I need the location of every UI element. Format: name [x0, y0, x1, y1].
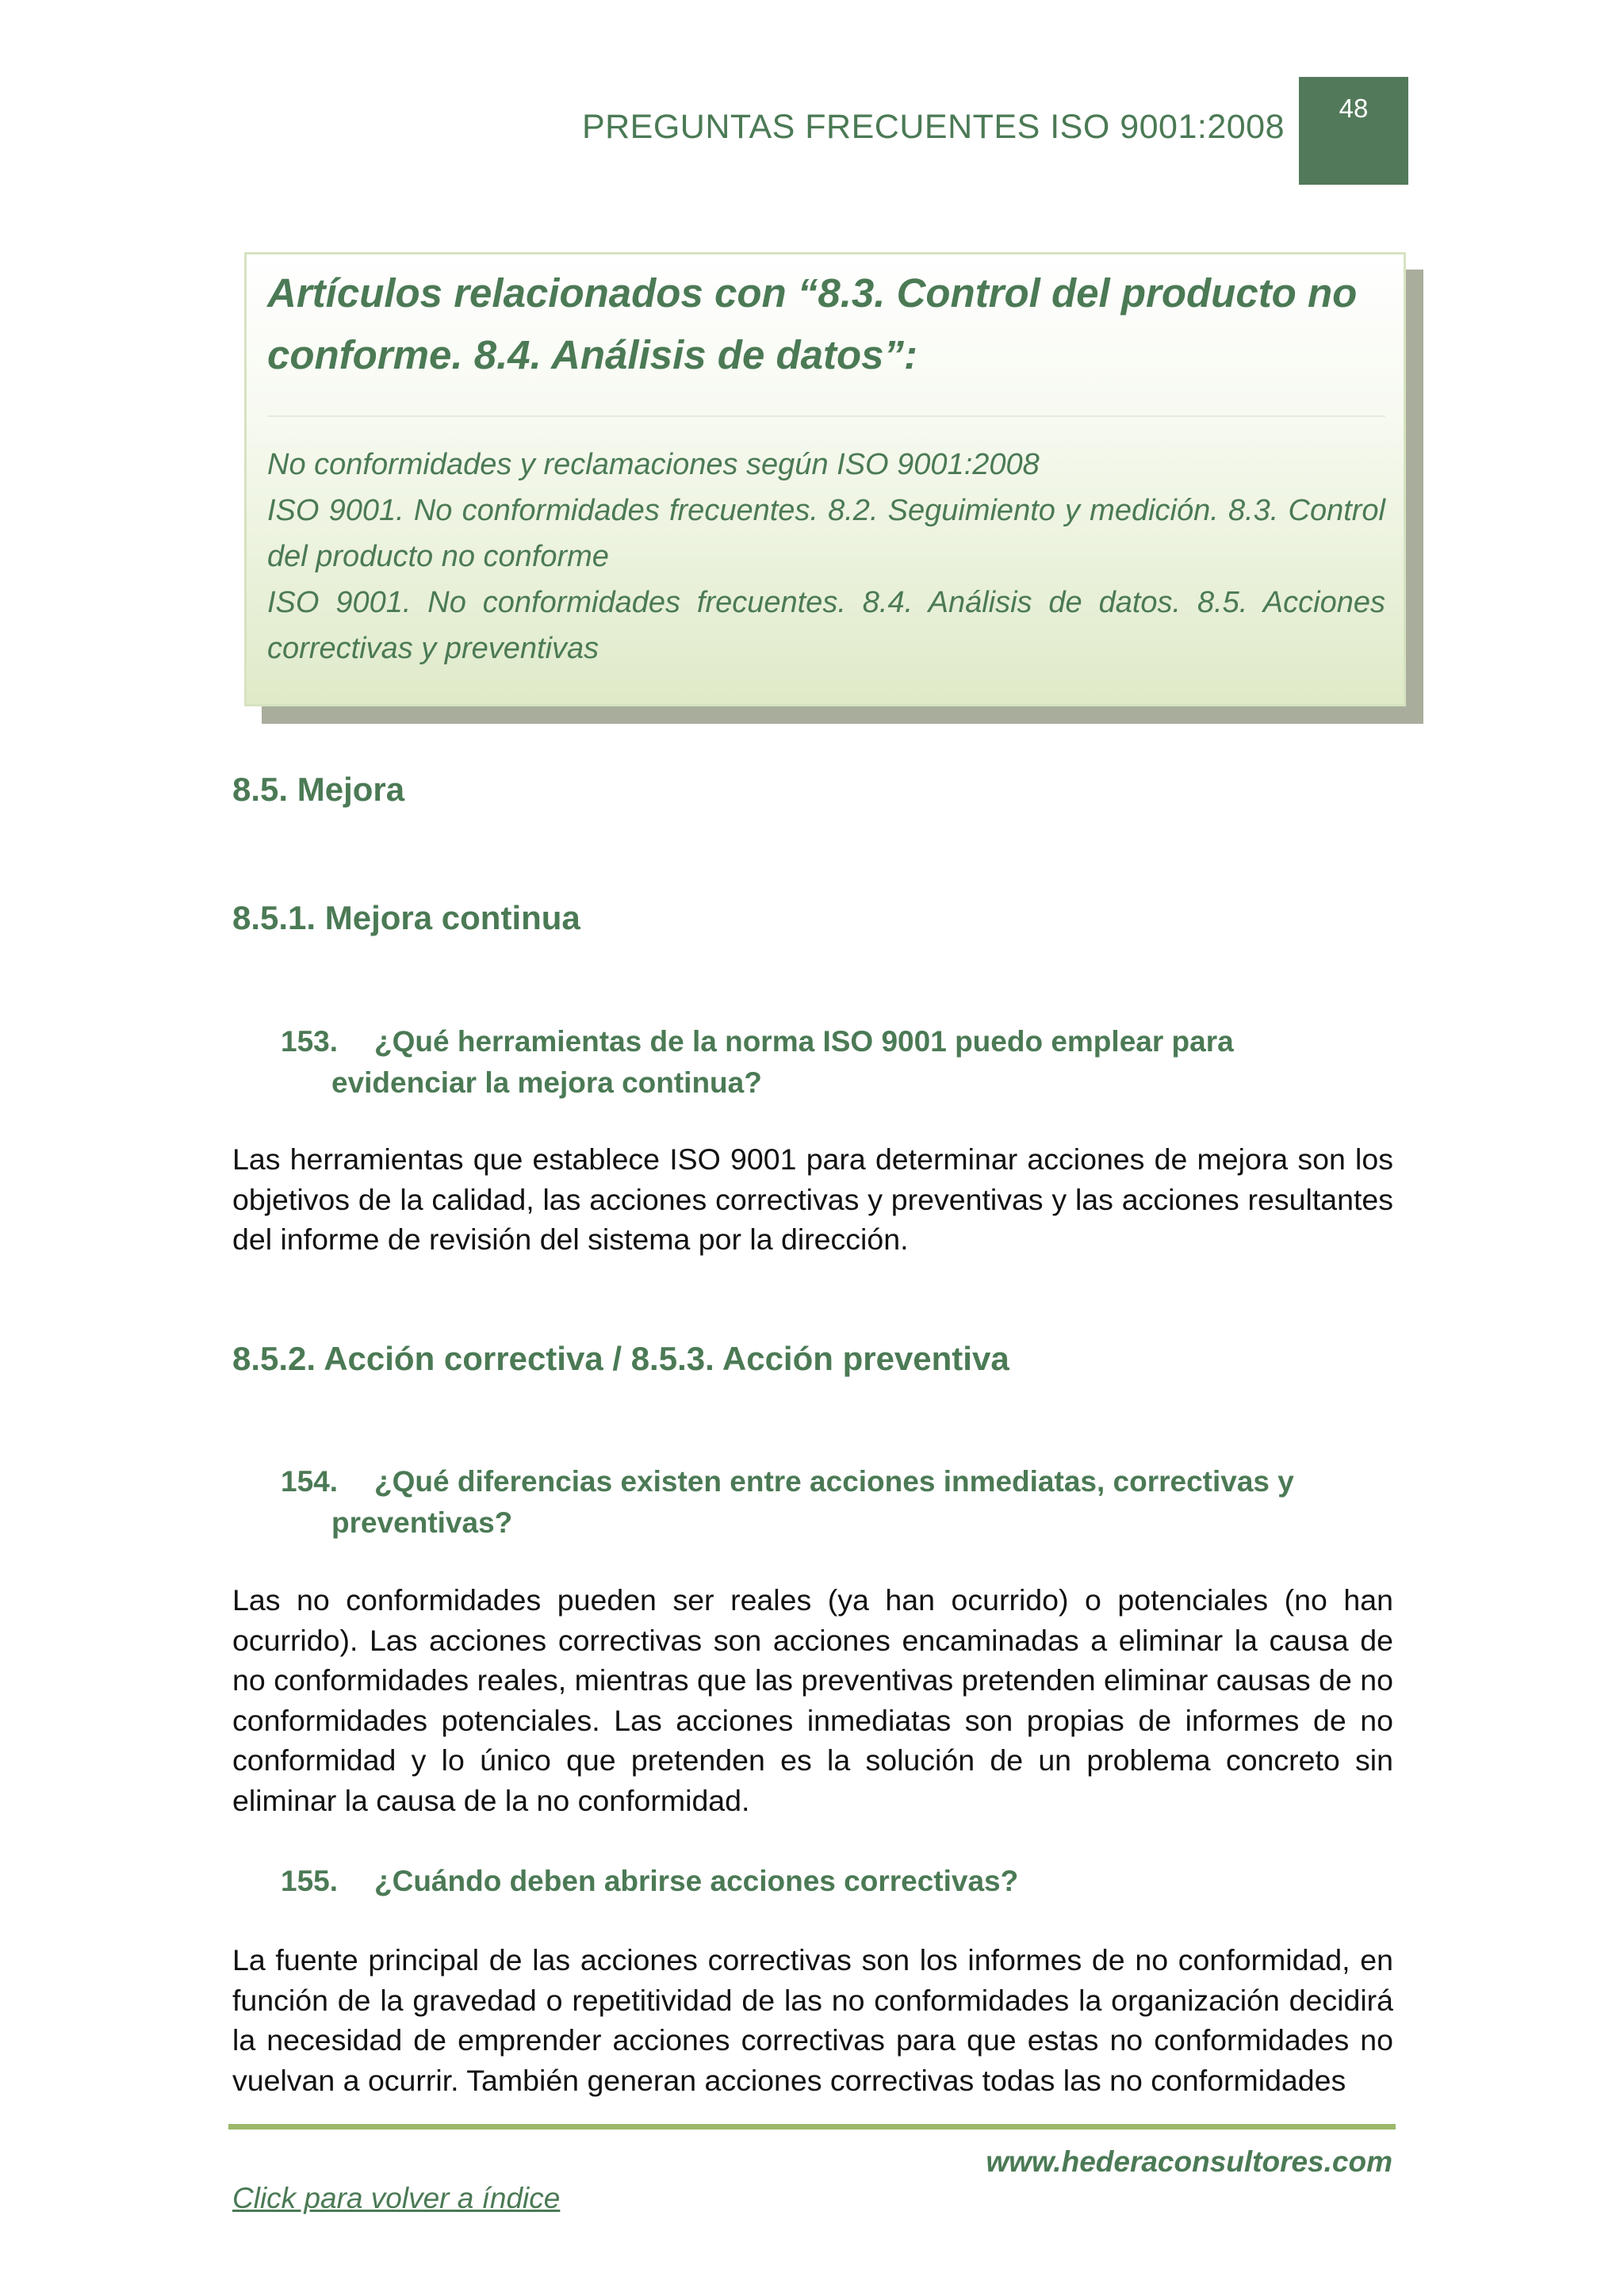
question-number: 155.	[281, 1865, 339, 1897]
related-article-link[interactable]: ISO 9001. No conformidades frecuentes. 8.2. Seguimiento y medición. 8.3. Control del producto no conforme	[267, 494, 1385, 573]
question-154	[281, 1461, 1393, 1544]
question-number: 154.	[281, 1465, 339, 1498]
question-153	[281, 1021, 1393, 1104]
question-155	[281, 1861, 1393, 1902]
related-articles-title: Artículos relacionados con “8.3. Control del producto no conforme. 8.4. Análisis de datos”:	[267, 270, 1358, 377]
back-to-index-link[interactable]: Click para volver a índice	[232, 2182, 561, 2214]
related-articles-divider	[267, 415, 1385, 417]
question-text: ¿Qué herramientas de la norma ISO 9001 puedo emplear para	[374, 1025, 1234, 1058]
page-number-badge	[1299, 77, 1408, 185]
related-article-link[interactable]: No conformidades y reclamaciones según ISO 9001:2008	[267, 448, 1040, 481]
question-text-continued: preventivas?	[331, 1506, 513, 1539]
answer-155: La fuente principal de las acciones correctivas son los informes de no conformidad, en función de la gravedad o repetitividad de las no conformidades la organización decidirá la necesidad de emprender acciones correctivas para que estas no conformidades no vuelvan a ocurrir. También generan acciones correctivas todas las no conformidades	[232, 1943, 1393, 2097]
question-text: ¿Cuándo deben abrirse acciones correctivas?	[374, 1865, 1019, 1897]
section-heading-8-5: 8.5. Mejora	[232, 771, 405, 808]
page-header-title: PREGUNTAS FRECUENTES ISO 9001:2008	[581, 108, 1285, 146]
related-articles-list	[267, 442, 1385, 672]
answer-153: Las herramientas que establece ISO 9001 para determinar acciones de mejora son los objetivos de la calidad, las acciones correctivas y preventivas y las acciones resultantes del informe de revisión del sistema por la dirección.	[232, 1142, 1393, 1256]
answer-154: Las no conformidades pueden ser reales (ya han ocurrido) o potenciales (no han ocurrido). Las acciones correctivas son acciones encaminadas a eliminar la causa de no conformidades reales, mientras que las preventivas pretenden eliminar causas de no conformidades potenciales. Las acciones inmediatas son propias de informes de no conformidad y lo único que pretenden es la solución de un problema concreto sin eliminar la causa de la no conformidad.	[232, 1583, 1393, 1817]
footer-divider	[228, 2124, 1396, 2130]
page-number: 48	[1339, 94, 1369, 123]
question-text-continued: evidenciar la mejora continua?	[331, 1066, 762, 1099]
footer-website[interactable]: www.hederaconsultores.com	[986, 2145, 1392, 2178]
question-number: 153.	[281, 1025, 339, 1058]
section-heading-8-5-2: 8.5.2. Acción correctiva / 8.5.3. Acción preventiva	[232, 1340, 1009, 1377]
related-article-link[interactable]: ISO 9001. No conformidades frecuentes. 8.4. Análisis de datos. 8.5. Acciones correctivas y preventivas	[267, 586, 1385, 665]
section-heading-8-5-1: 8.5.1. Mejora continua	[232, 899, 580, 936]
question-text: ¿Qué diferencias existen entre acciones inmediatas, correctivas y	[374, 1465, 1294, 1498]
related-articles-box	[244, 252, 1406, 706]
